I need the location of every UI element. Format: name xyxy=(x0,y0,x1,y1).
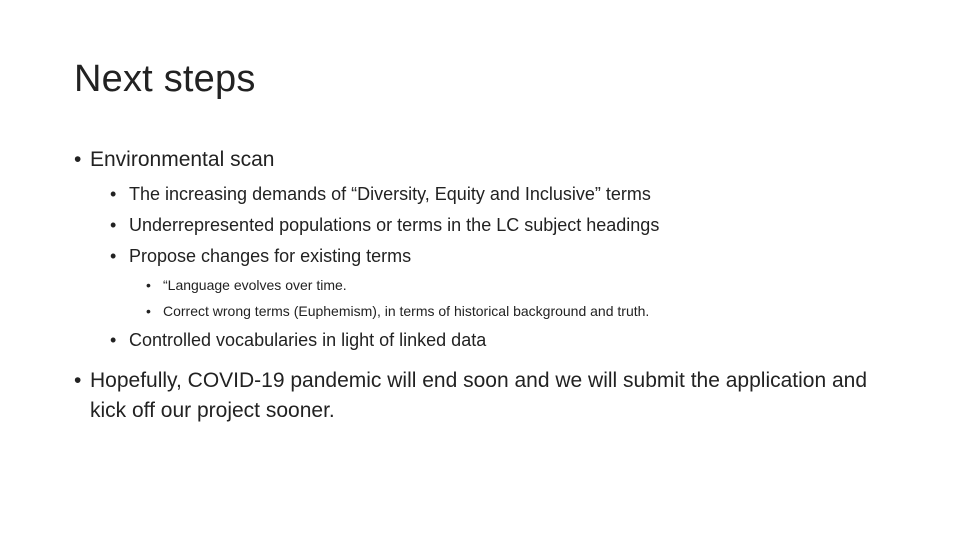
bullet-text: Environmental scan xyxy=(90,148,275,171)
bullet-text: The increasing demands of “Diversity, Equity and Inclusive” terms xyxy=(129,184,651,204)
bullet-text: Correct wrong terms (Euphemism), in terms of historical background and truth. xyxy=(163,303,650,319)
bullet-dot: • xyxy=(110,184,117,204)
bullet-dot: • xyxy=(110,330,117,350)
slide-title: Next steps xyxy=(74,58,256,100)
bullet-environmental-scan xyxy=(74,148,274,172)
bullet-text: Hopefully, COVID-19 pandemic will end soon and we will submit the application and kick off our project sooner. xyxy=(90,369,868,422)
bullet-hopefully-covid xyxy=(74,366,894,426)
bullet-propose-changes xyxy=(110,246,411,267)
bullet-dot: • xyxy=(146,277,151,293)
bullet-text: “Language evolves over time. xyxy=(163,277,347,293)
bullet-dot: • xyxy=(74,369,82,392)
bullet-text: Underrepresented populations or terms in the LC subject headings xyxy=(129,215,660,235)
bullet-underrepresented xyxy=(110,215,659,236)
bullet-dei-terms xyxy=(110,184,651,205)
bullet-dot: • xyxy=(110,215,117,235)
bullet-text: Propose changes for existing terms xyxy=(129,246,412,266)
bullet-controlled-vocabularies xyxy=(110,330,486,351)
bullet-text: Controlled vocabularies in light of linked data xyxy=(129,330,487,350)
bullet-correct-wrong-terms xyxy=(146,303,649,319)
bullet-dot: • xyxy=(146,303,151,319)
bullet-dot: • xyxy=(74,148,82,171)
bullet-dot: • xyxy=(110,246,117,266)
bullet-language-evolves xyxy=(146,277,347,293)
